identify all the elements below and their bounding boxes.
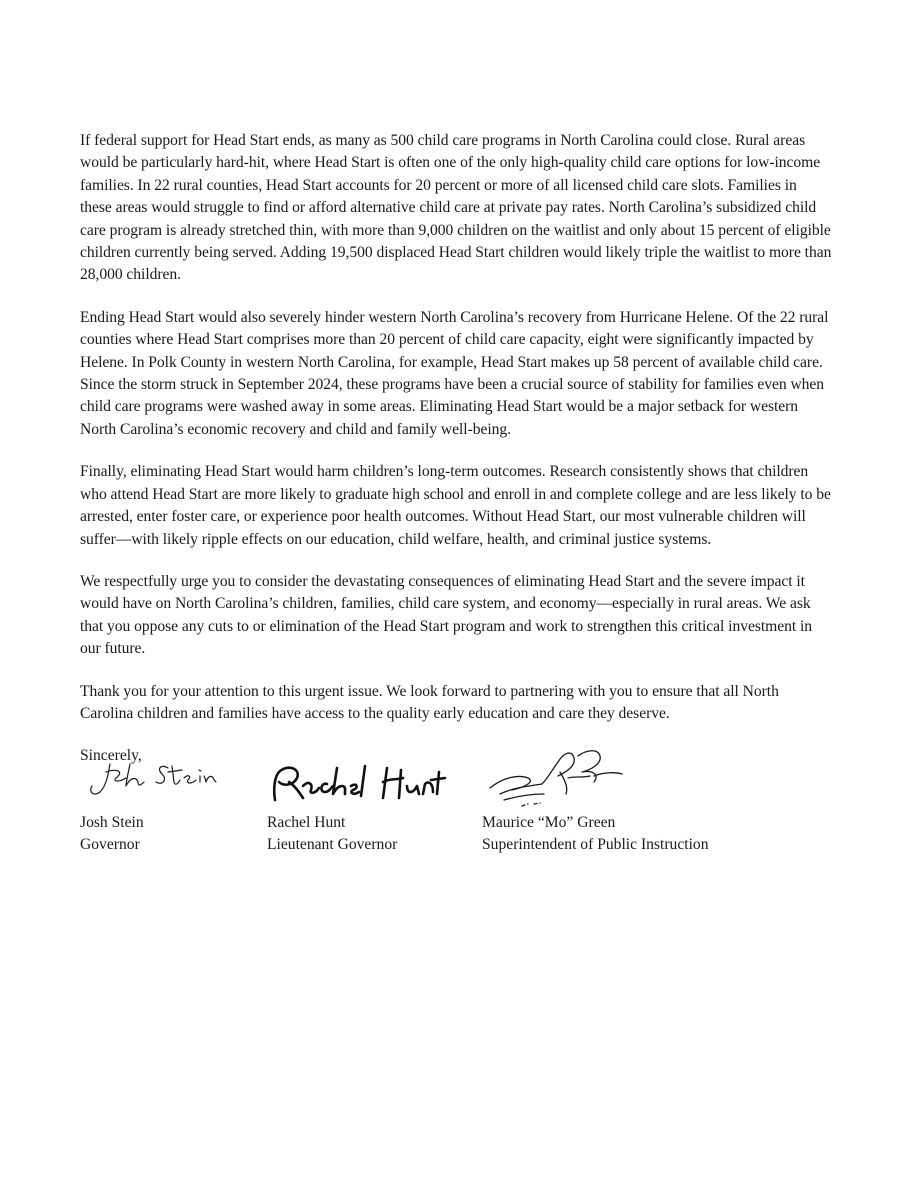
signatory-name-green: Maurice “Mo” Green xyxy=(482,814,616,831)
signature-green xyxy=(482,742,642,812)
signature-block-hunt xyxy=(267,742,447,856)
signatory-title-stein: Governor xyxy=(80,836,140,853)
paragraph-1: If federal support for Head Start ends, as many as 500 child care programs in North Carolina could close. Rural areas would be particularly hard-hit, where Head Start is often one of the only high-quality child care options for low-income families. In 22 rural counties, Head Start accounts for 20 percent or more of all licensed child care slots. Families in these areas would struggle to find or afford alternative child care at private pay rates. North Carolina’s subsidized child care program is already stretched thin, with more than 9,000 children on the waitlist and only about 15 percent of eligible children currently being served. Adding 19,500 displaced Head Start children would likely triple the waitlist to more than 28,000 children. xyxy=(80,132,832,284)
paragraph-3: Finally, eliminating Head Start would harm children’s long-term outcomes. Research consistently shows that children who attend Head Start are more likely to graduate high school and enroll in and complete college and are less likely to be arrested, enter foster care, or experience poor health outcomes. Without Head Start, our most vulnerable children will suffer—with likely ripple effects on our education, child welfare, health, and criminal justice systems. xyxy=(80,463,831,548)
signatory-title-green: Superintendent of Public Instruction xyxy=(482,836,709,853)
signatory-title-hunt: Lieutenant Governor xyxy=(267,836,398,853)
paragraph-2: Ending Head Start would also severely hinder western North Carolina’s recovery from Hurricane Helene. Of the 22 rural counties where Head Start comprises more than 20 percent of child care capacity, eight were significantly impacted by Helene. In Polk County in western North Carolina, for example, Head Start makes up 58 percent of available child care. Since the storm struck in September 2024, these programs have been a crucial source of stability for families even when child care programs were washed away in some areas. Eliminating Head Start would be a major setback for western North Carolina’s economic recovery and child and family well-being. xyxy=(80,308,829,438)
signatory-name-stein: Josh Stein xyxy=(80,814,144,831)
paragraph-5: Thank you for your attention to this urgent issue. We look forward to partnering with you to ensure that all North Carolina children and families have access to the quality early education and care they deserve. xyxy=(80,682,779,722)
signature-block-stein xyxy=(80,742,230,856)
closing-salutation: Sincerely, xyxy=(80,747,142,765)
signature-hunt xyxy=(267,742,447,812)
paragraph-4: We respectfully urge you to consider the devastating consequences of eliminating Head Start and the severe impact it would have on North Carolina’s children, families, child care system, and economy—especially in rural areas. We ask that you oppose any cuts to or elimination of the Head Start program and work to strengthen this critical investment in our future. xyxy=(80,572,812,658)
signature-block-green xyxy=(482,742,709,856)
letter-body xyxy=(80,130,832,768)
signatory-name-hunt: Rachel Hunt xyxy=(267,814,346,831)
signature-stein xyxy=(80,742,230,812)
